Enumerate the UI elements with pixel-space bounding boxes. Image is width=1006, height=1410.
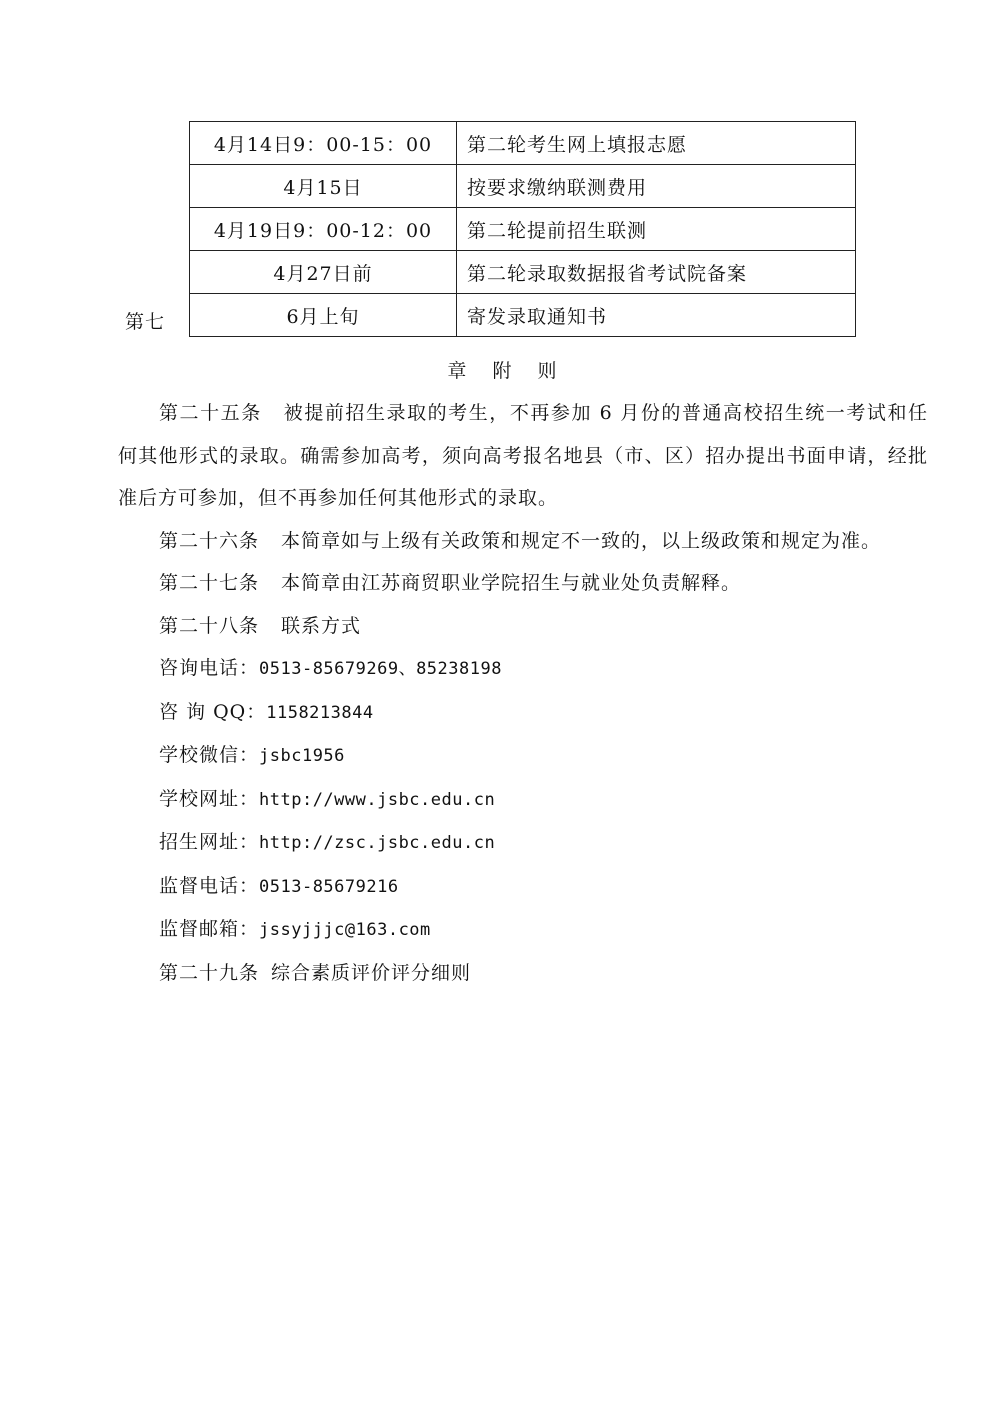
schedule-event: 寄发录取通知书 — [457, 294, 856, 337]
contact-label: 咨 询 QQ： — [159, 700, 267, 723]
contact-phone — [118, 647, 928, 691]
article-26 — [118, 520, 928, 563]
article-text: 本简章如与上级有关政策和规定不一致的，以上级政策和规定为准。 — [281, 529, 882, 552]
schedule-date: 6月上旬 — [190, 294, 457, 337]
table-row — [190, 294, 856, 337]
article-text: 综合素质评价评分细则 — [271, 961, 472, 984]
article-29 — [118, 952, 928, 995]
article-text: 联系方式 — [281, 614, 362, 637]
contact-supervision-email — [118, 908, 928, 952]
contact-label: 招生网址： — [159, 831, 260, 853]
table-row — [190, 251, 856, 294]
chapter-title-part: 章 — [447, 360, 469, 382]
chapter-title — [0, 356, 1006, 383]
chapter-title-part: 则 — [537, 360, 559, 382]
article-text: 本简章由江苏商贸职业学院招生与就业处负责解释。 — [281, 572, 742, 594]
article-label: 第二十五条 — [159, 402, 262, 424]
article-text: 被提前招生录取的考生，不再参加 6 月份的普通高校招生统一考试和任何其他形式的录取。确需参加高考，须向高考报名地县（市、区）招办提出书面申请，经批准后方可参加，但不再参加任何其他形式的录取。 — [118, 402, 928, 509]
contact-label: 学校网址： — [159, 787, 260, 810]
contact-label: 学校微信： — [159, 744, 260, 766]
schedule-date: 4月27日前 — [190, 251, 457, 294]
schedule-date: 4月14日9：00-15：00 — [190, 122, 457, 165]
table-row — [190, 165, 856, 208]
contact-admission-website — [118, 821, 928, 865]
article-label: 第二十七条 — [159, 572, 260, 594]
contact-supervision-phone — [118, 865, 928, 909]
article-25 — [118, 392, 928, 520]
schedule-date: 4月19日9：00-12：00 — [190, 208, 457, 251]
article-label: 第二十九条 — [159, 961, 260, 984]
contact-label: 咨询电话： — [159, 657, 260, 679]
schedule-event: 按要求缴纳联测费用 — [457, 165, 856, 208]
schedule-event: 第二轮提前招生联测 — [457, 208, 856, 251]
contact-website — [118, 778, 928, 822]
contact-value: 0513-85679216 — [259, 876, 399, 897]
contact-label: 监督邮箱： — [159, 918, 260, 940]
contact-qq — [118, 691, 928, 735]
schedule-event: 第二轮考生网上填报志愿 — [457, 122, 856, 165]
article-label: 第二十六条 — [159, 529, 260, 552]
article-label: 第二十八条 — [159, 614, 260, 637]
contact-value[interactable]: http://zsc.jsbc.edu.cn — [259, 833, 496, 853]
table-row — [190, 208, 856, 251]
schedule-date: 4月15日 — [190, 165, 457, 208]
admission-schedule-table — [189, 121, 856, 337]
contact-value: jsbc1956 — [259, 746, 345, 766]
chapter-body — [118, 392, 928, 994]
chapter-title-part: 附 — [492, 360, 514, 382]
contact-label: 监督电话： — [159, 874, 260, 897]
article-27 — [118, 562, 928, 605]
schedule-event: 第二轮录取数据报省考试院备案 — [457, 251, 856, 294]
contact-value[interactable]: http://www.jsbc.edu.cn — [259, 789, 496, 810]
contact-wechat — [118, 734, 928, 778]
contact-value[interactable]: jssyjjjc@163.com — [259, 920, 431, 940]
article-28 — [118, 605, 928, 648]
contact-value: 1158213844 — [266, 702, 374, 723]
chapter-number: 第七 — [125, 311, 166, 333]
table-row — [190, 122, 856, 165]
contact-value: 0513-85679269、85238198 — [259, 659, 502, 679]
